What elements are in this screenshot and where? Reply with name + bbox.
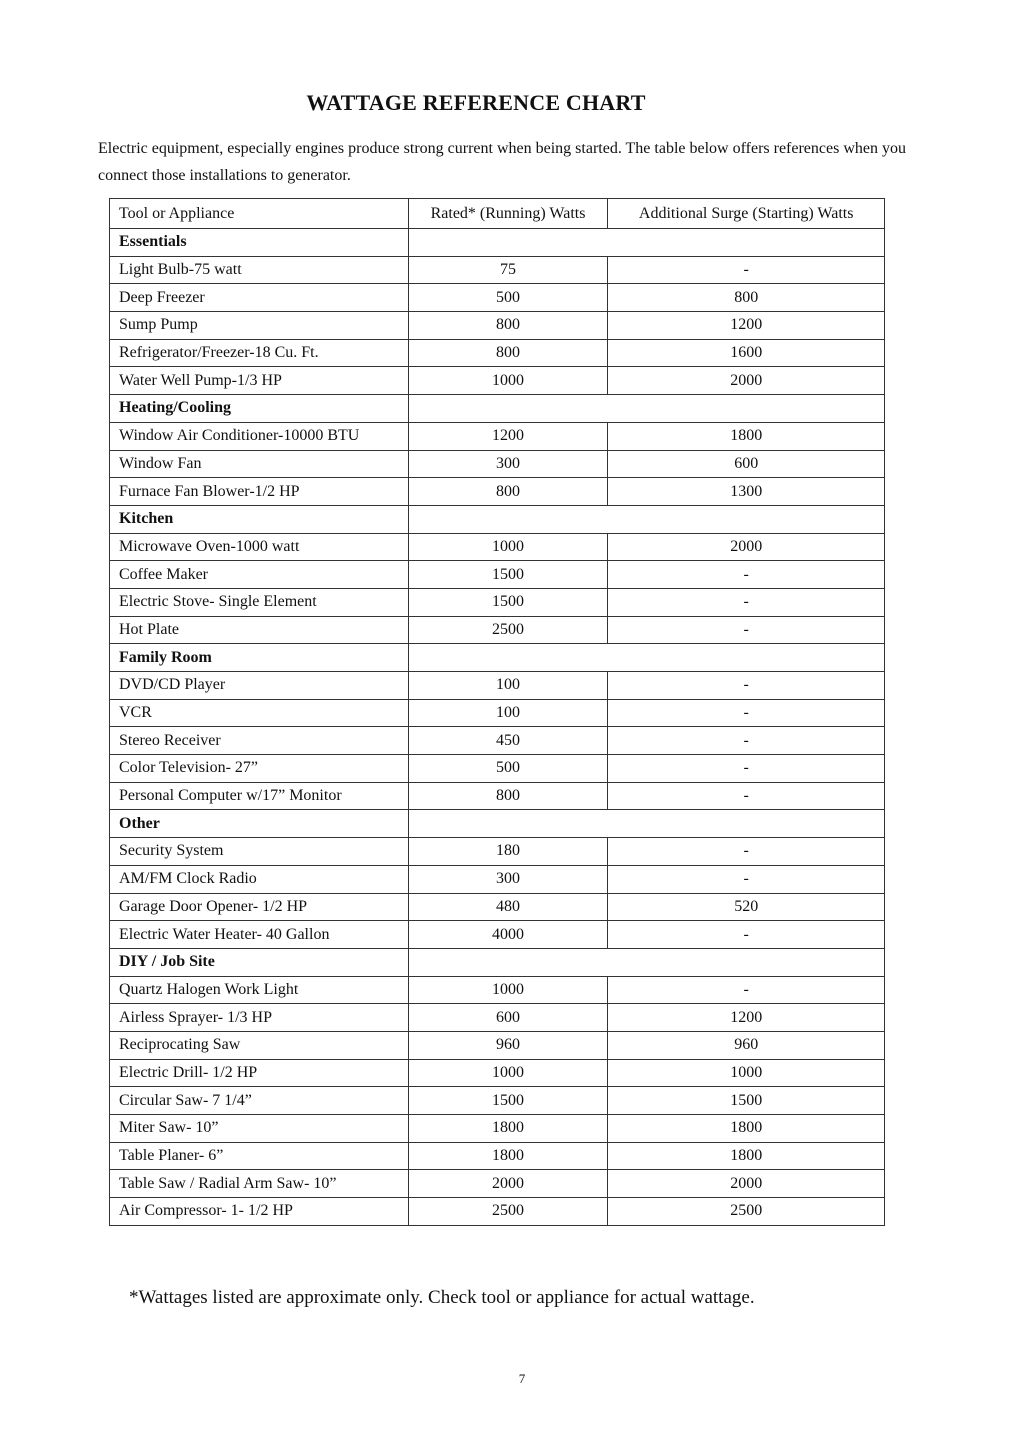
table-row bbox=[110, 1059, 885, 1087]
appliance-name-cell: Color Television- 27” bbox=[110, 755, 409, 783]
appliance-name-cell: AM/FM Clock Radio bbox=[110, 865, 409, 893]
section-title: Other bbox=[110, 810, 409, 838]
table-row bbox=[110, 865, 885, 893]
table-row bbox=[110, 921, 885, 949]
section-empty-cell bbox=[408, 505, 884, 533]
section-empty-cell bbox=[408, 948, 884, 976]
appliance-name-cell: Air Compressor- 1- 1/2 HP bbox=[110, 1198, 409, 1226]
surge-watts-cell: - bbox=[608, 588, 885, 616]
appliance-name-cell: Hot Plate bbox=[110, 616, 409, 644]
surge-watts-cell: 2000 bbox=[608, 1170, 885, 1198]
section-row bbox=[110, 229, 885, 257]
wattage-table bbox=[109, 198, 885, 1226]
appliance-name-cell: Coffee Maker bbox=[110, 561, 409, 589]
appliance-name-cell: Miter Saw- 10” bbox=[110, 1115, 409, 1143]
section-title: Kitchen bbox=[110, 505, 409, 533]
appliance-name-cell: Security System bbox=[110, 838, 409, 866]
surge-watts-cell: 1300 bbox=[608, 478, 885, 506]
rated-watts-cell: 1500 bbox=[408, 561, 608, 589]
header-rated-watts: Rated* (Running) Watts bbox=[408, 199, 608, 229]
appliance-name-cell: Electric Drill- 1/2 HP bbox=[110, 1059, 409, 1087]
rated-watts-cell: 180 bbox=[408, 838, 608, 866]
table-row bbox=[110, 588, 885, 616]
rated-watts-cell: 2000 bbox=[408, 1170, 608, 1198]
table-row bbox=[110, 422, 885, 450]
table-row bbox=[110, 976, 885, 1004]
rated-watts-cell: 75 bbox=[408, 256, 608, 284]
surge-watts-cell: 1000 bbox=[608, 1059, 885, 1087]
header-surge-watts: Additional Surge (Starting) Watts bbox=[608, 199, 885, 229]
section-title: Heating/Cooling bbox=[110, 395, 409, 423]
surge-watts-cell: 1800 bbox=[608, 422, 885, 450]
rated-watts-cell: 800 bbox=[408, 782, 608, 810]
rated-watts-cell: 1000 bbox=[408, 533, 608, 561]
page-number: 7 bbox=[518, 1371, 526, 1386]
section-row bbox=[110, 505, 885, 533]
rated-watts-cell: 1500 bbox=[408, 1087, 608, 1115]
appliance-name-cell: Refrigerator/Freezer-18 Cu. Ft. bbox=[110, 339, 409, 367]
appliance-name-cell: Window Air Conditioner-10000 BTU bbox=[110, 422, 409, 450]
table-row bbox=[110, 284, 885, 312]
section-row bbox=[110, 948, 885, 976]
appliance-name-cell: DVD/CD Player bbox=[110, 672, 409, 700]
surge-watts-cell: - bbox=[608, 755, 885, 783]
table-row bbox=[110, 672, 885, 700]
surge-watts-cell: 960 bbox=[608, 1031, 885, 1059]
rated-watts-cell: 500 bbox=[408, 755, 608, 783]
surge-watts-cell: 1200 bbox=[608, 312, 885, 340]
appliance-name-cell: Water Well Pump-1/3 HP bbox=[110, 367, 409, 395]
section-title: Family Room bbox=[110, 644, 409, 672]
surge-watts-cell: 2500 bbox=[608, 1198, 885, 1226]
rated-watts-cell: 1500 bbox=[408, 588, 608, 616]
table-row bbox=[110, 478, 885, 506]
surge-watts-cell: - bbox=[608, 256, 885, 284]
surge-watts-cell: - bbox=[608, 727, 885, 755]
intro-paragraph: Electric equipment, especially engines produce strong current when being started. The table below offers references when you connect those installations to generator. bbox=[98, 140, 906, 184]
surge-watts-cell: - bbox=[608, 672, 885, 700]
rated-watts-cell: 800 bbox=[408, 478, 608, 506]
appliance-name-cell: VCR bbox=[110, 699, 409, 727]
rated-watts-cell: 480 bbox=[408, 893, 608, 921]
table-row bbox=[110, 782, 885, 810]
rated-watts-cell: 1200 bbox=[408, 422, 608, 450]
page-title: WATTAGE REFERENCE CHART bbox=[306, 90, 646, 115]
table-row bbox=[110, 727, 885, 755]
appliance-name-cell: Light Bulb-75 watt bbox=[110, 256, 409, 284]
table-row bbox=[110, 1170, 885, 1198]
section-empty-cell bbox=[408, 644, 884, 672]
table-row bbox=[110, 755, 885, 783]
section-row bbox=[110, 810, 885, 838]
appliance-name-cell: Furnace Fan Blower-1/2 HP bbox=[110, 478, 409, 506]
rated-watts-cell: 600 bbox=[408, 1004, 608, 1032]
table-header-row bbox=[110, 199, 885, 229]
rated-watts-cell: 2500 bbox=[408, 616, 608, 644]
appliance-name-cell: Sump Pump bbox=[110, 312, 409, 340]
appliance-name-cell: Deep Freezer bbox=[110, 284, 409, 312]
table-row bbox=[110, 339, 885, 367]
rated-watts-cell: 100 bbox=[408, 699, 608, 727]
surge-watts-cell: 520 bbox=[608, 893, 885, 921]
appliance-name-cell: Reciprocating Saw bbox=[110, 1031, 409, 1059]
surge-watts-cell: - bbox=[608, 699, 885, 727]
surge-watts-cell: - bbox=[608, 865, 885, 893]
header-tool-or-appliance: Tool or Appliance bbox=[110, 199, 409, 229]
rated-watts-cell: 500 bbox=[408, 284, 608, 312]
surge-watts-cell: - bbox=[608, 782, 885, 810]
surge-watts-cell: - bbox=[608, 616, 885, 644]
appliance-name-cell: Electric Water Heater- 40 Gallon bbox=[110, 921, 409, 949]
rated-watts-cell: 960 bbox=[408, 1031, 608, 1059]
rated-watts-cell: 1000 bbox=[408, 1059, 608, 1087]
table-row bbox=[110, 699, 885, 727]
table-row bbox=[110, 450, 885, 478]
appliance-name-cell: Microwave Oven-1000 watt bbox=[110, 533, 409, 561]
appliance-name-cell: Stereo Receiver bbox=[110, 727, 409, 755]
table-row bbox=[110, 1004, 885, 1032]
surge-watts-cell: - bbox=[608, 838, 885, 866]
appliance-name-cell: Window Fan bbox=[110, 450, 409, 478]
table-row bbox=[110, 1087, 885, 1115]
appliance-name-cell: Personal Computer w/17” Monitor bbox=[110, 782, 409, 810]
section-empty-cell bbox=[408, 395, 884, 423]
rated-watts-cell: 100 bbox=[408, 672, 608, 700]
surge-watts-cell: - bbox=[608, 561, 885, 589]
table-row bbox=[110, 312, 885, 340]
surge-watts-cell: 1500 bbox=[608, 1087, 885, 1115]
appliance-name-cell: Electric Stove- Single Element bbox=[110, 588, 409, 616]
wattage-table-body bbox=[110, 199, 885, 1226]
appliance-name-cell: Table Saw / Radial Arm Saw- 10” bbox=[110, 1170, 409, 1198]
surge-watts-cell: 2000 bbox=[608, 533, 885, 561]
section-empty-cell bbox=[408, 810, 884, 838]
appliance-name-cell: Circular Saw- 7 1/4” bbox=[110, 1087, 409, 1115]
surge-watts-cell: 1600 bbox=[608, 339, 885, 367]
table-row bbox=[110, 1198, 885, 1226]
table-row bbox=[110, 838, 885, 866]
section-row bbox=[110, 644, 885, 672]
surge-watts-cell: - bbox=[608, 921, 885, 949]
section-row bbox=[110, 395, 885, 423]
surge-watts-cell: 1800 bbox=[608, 1115, 885, 1143]
appliance-name-cell: Airless Sprayer- 1/3 HP bbox=[110, 1004, 409, 1032]
surge-watts-cell: - bbox=[608, 976, 885, 1004]
table-row bbox=[110, 367, 885, 395]
surge-watts-cell: 1200 bbox=[608, 1004, 885, 1032]
rated-watts-cell: 450 bbox=[408, 727, 608, 755]
table-row bbox=[110, 533, 885, 561]
rated-watts-cell: 4000 bbox=[408, 921, 608, 949]
table-row bbox=[110, 256, 885, 284]
rated-watts-cell: 800 bbox=[408, 339, 608, 367]
rated-watts-cell: 1000 bbox=[408, 367, 608, 395]
surge-watts-cell: 800 bbox=[608, 284, 885, 312]
appliance-name-cell: Table Planer- 6” bbox=[110, 1142, 409, 1170]
appliance-name-cell: Quartz Halogen Work Light bbox=[110, 976, 409, 1004]
section-title: DIY / Job Site bbox=[110, 948, 409, 976]
appliance-name-cell: Garage Door Opener- 1/2 HP bbox=[110, 893, 409, 921]
surge-watts-cell: 600 bbox=[608, 450, 885, 478]
table-row bbox=[110, 616, 885, 644]
rated-watts-cell: 1800 bbox=[408, 1142, 608, 1170]
rated-watts-cell: 1800 bbox=[408, 1115, 608, 1143]
rated-watts-cell: 800 bbox=[408, 312, 608, 340]
section-title: Essentials bbox=[110, 229, 409, 257]
surge-watts-cell: 1800 bbox=[608, 1142, 885, 1170]
table-row bbox=[110, 561, 885, 589]
table-row bbox=[110, 1115, 885, 1143]
rated-watts-cell: 1000 bbox=[408, 976, 608, 1004]
table-row bbox=[110, 1142, 885, 1170]
table-row bbox=[110, 893, 885, 921]
surge-watts-cell: 2000 bbox=[608, 367, 885, 395]
rated-watts-cell: 300 bbox=[408, 865, 608, 893]
rated-watts-cell: 2500 bbox=[408, 1198, 608, 1226]
footnote: *Wattages listed are approximate only. Check tool or appliance for actual wattage. bbox=[129, 1287, 755, 1308]
table-row bbox=[110, 1031, 885, 1059]
rated-watts-cell: 300 bbox=[408, 450, 608, 478]
section-empty-cell bbox=[408, 229, 884, 257]
